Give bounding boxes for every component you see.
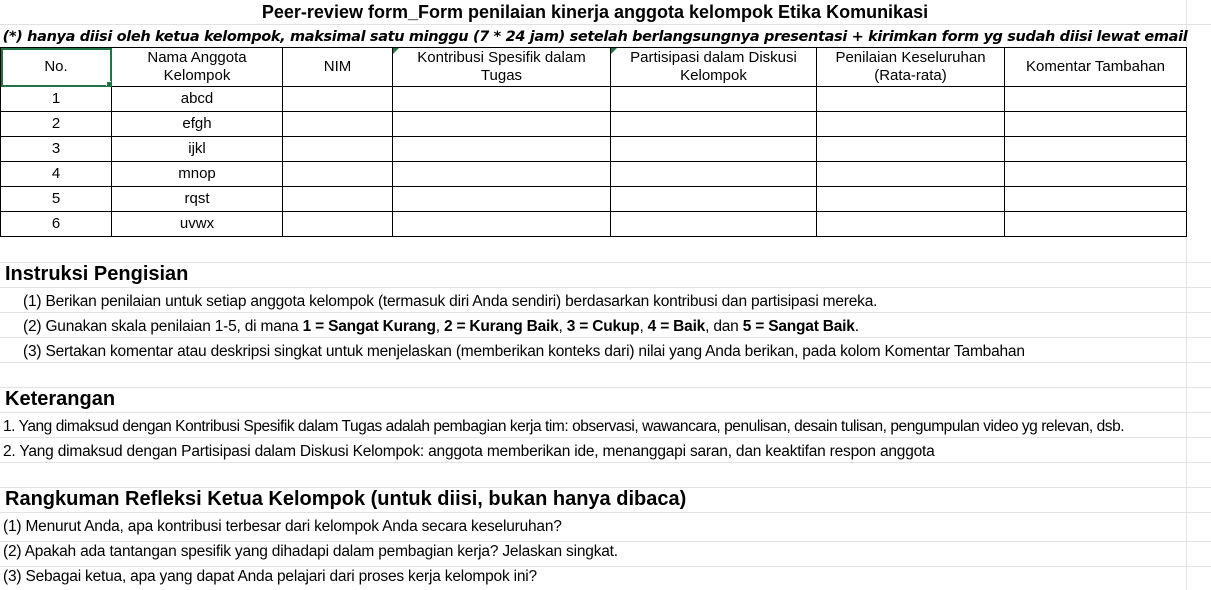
- rangkuman-question-1[interactable]: (1) Menurut Anda, apa kontribusi terbesar dari kelompok Anda secara keseluruhan?: [3, 518, 562, 535]
- row-penilaian-cell[interactable]: [817, 187, 1005, 212]
- scale-sep: ,: [558, 318, 567, 335]
- keterangan-heading[interactable]: Keterangan: [5, 388, 116, 410]
- header-nama-line2: Kelompok: [163, 67, 231, 84]
- rangkuman-question-3[interactable]: (3) Sebagai ketua, apa yang dapat Anda pelajari dari proses kerja kelompok ini?: [3, 568, 537, 585]
- form-subtitle[interactable]: (*) hanya diisi oleh ketua kelompok, maksimal satu minggu (7 * 24 jam) setelah berlangsungnya presentasi + kirimkan form yg sudah diisi lewat email: [2, 29, 1188, 45]
- header-nama-line1: Nama Anggota: [147, 49, 247, 66]
- row-nama-cell[interactable]: rqst: [112, 187, 283, 212]
- row-no-cell[interactable]: 3: [1, 137, 112, 162]
- row-penilaian-cell[interactable]: [817, 112, 1005, 137]
- instruksi-heading[interactable]: Instruksi Pengisian: [5, 263, 189, 285]
- row-partisipasi-cell[interactable]: [611, 212, 817, 237]
- header-komentar-cell[interactable]: [1005, 48, 1187, 87]
- header-penilaian-line1: Penilaian Keseluruhan: [835, 49, 986, 66]
- row-nim-cell[interactable]: [283, 212, 393, 237]
- row-komentar-cell[interactable]: [1005, 137, 1187, 162]
- row-komentar-cell[interactable]: [1005, 212, 1187, 237]
- sheet-gridline: [0, 412, 1211, 413]
- header-nim: NIM: [323, 58, 352, 75]
- keterangan-line-2[interactable]: 2. Yang dimaksud dengan Partisipasi dalam Diskusi Kelompok: anggota memberikan ide, menanggapi saran, dan keaktifan respon anggota: [3, 443, 935, 460]
- row-kontribusi-cell[interactable]: [393, 162, 611, 187]
- header-no-cell[interactable]: [1, 48, 112, 87]
- header-penilaian-cell[interactable]: [817, 48, 1005, 87]
- header-penilaian-line2: (Rata-rata): [874, 67, 947, 84]
- scale-3: 3 = Cukup: [566, 318, 640, 335]
- row-nim-cell[interactable]: [283, 112, 393, 137]
- header-partisipasi-line1: Partisipasi dalam Diskusi: [630, 49, 797, 66]
- row-partisipasi-cell[interactable]: [611, 137, 817, 162]
- row-penilaian-cell[interactable]: [817, 137, 1005, 162]
- comment-indicator-icon: [393, 48, 399, 54]
- row-penilaian-cell[interactable]: [817, 212, 1005, 237]
- header-partisipasi-line2: Kelompok: [680, 67, 747, 84]
- row-nama-cell[interactable]: ijkl: [112, 137, 283, 162]
- scale-5: 5 = Sangat Baik: [742, 318, 855, 335]
- scale-sep: ,: [435, 318, 444, 335]
- row-penilaian-cell[interactable]: [817, 162, 1005, 187]
- row-nim-cell[interactable]: [283, 162, 393, 187]
- row-nim-cell[interactable]: [283, 187, 393, 212]
- row-partisipasi-cell[interactable]: [611, 162, 817, 187]
- row-nim-cell[interactable]: [283, 137, 393, 162]
- table-row: [1, 137, 1187, 162]
- header-komentar: Komentar Tambahan: [1026, 58, 1165, 75]
- row-no-cell[interactable]: 6: [1, 212, 112, 237]
- instruksi-line-3[interactable]: (3) Sertakan komentar atau deskripsi singkat untuk menjelaskan (memberikan konteks dari) nilai yang Anda berikan, pada kolom Komentar Tambahan: [23, 343, 1025, 360]
- row-partisipasi-cell[interactable]: [611, 112, 817, 137]
- peer-review-table: [0, 47, 1187, 237]
- table-row: [1, 212, 1187, 237]
- table-row: [1, 162, 1187, 187]
- row-penilaian-cell[interactable]: [817, 87, 1005, 112]
- scale-1: 1 = Sangat Kurang: [302, 318, 436, 335]
- row-no-cell[interactable]: 5: [1, 187, 112, 212]
- rangkuman-heading[interactable]: Rangkuman Refleksi Ketua Kelompok (untuk diisi, bukan hanya dibaca): [5, 488, 687, 510]
- sheet-gridline: [0, 387, 1211, 388]
- instruksi-line-2[interactable]: [23, 315, 859, 339]
- header-kontribusi-line2: Tugas: [480, 67, 523, 84]
- table-header-row: [1, 48, 1187, 87]
- comment-indicator-icon: [611, 48, 617, 54]
- instruksi-line-2-suffix: .: [854, 318, 859, 335]
- header-partisipasi-cell[interactable]: [611, 48, 817, 87]
- header-kontribusi-cell[interactable]: [393, 48, 611, 87]
- row-komentar-cell[interactable]: [1005, 112, 1187, 137]
- row-nama-cell[interactable]: uvwx: [112, 212, 283, 237]
- instruksi-line-1[interactable]: (1) Berikan penilaian untuk setiap anggota kelompok (termasuk diri Anda sendiri) berdasarkan kontribusi dan partisipasi mereka.: [23, 293, 878, 310]
- header-kontribusi-line1: Kontribusi Spesifik dalam: [417, 49, 586, 66]
- fill-handle[interactable]: [106, 81, 112, 87]
- row-komentar-cell[interactable]: [1005, 187, 1187, 212]
- row-no-cell[interactable]: 4: [1, 162, 112, 187]
- instruksi-line-2-prefix: (2) Gunakan skala penilaian 1-5, di mana: [23, 318, 303, 335]
- row-nim-cell[interactable]: [283, 87, 393, 112]
- table-row: [1, 87, 1187, 112]
- row-partisipasi-cell[interactable]: [611, 87, 817, 112]
- row-no-cell[interactable]: 1: [1, 87, 112, 112]
- row-komentar-cell[interactable]: [1005, 87, 1187, 112]
- row-komentar-cell[interactable]: [1005, 162, 1187, 187]
- row-kontribusi-cell[interactable]: [393, 212, 611, 237]
- form-title[interactable]: Peer-review form_Form penilaian kinerja anggota kelompok Etika Komunikasi: [261, 2, 929, 22]
- row-partisipasi-cell[interactable]: [611, 187, 817, 212]
- scale-2: 2 = Kurang Baik: [443, 318, 559, 335]
- row-kontribusi-cell[interactable]: [393, 187, 611, 212]
- header-nim-cell[interactable]: [283, 48, 393, 87]
- header-nama-cell[interactable]: [112, 48, 283, 87]
- table-row: [1, 187, 1187, 212]
- row-nama-cell[interactable]: efgh: [112, 112, 283, 137]
- row-no-cell[interactable]: 2: [1, 112, 112, 137]
- scale-4: 4 = Baik: [647, 318, 706, 335]
- row-kontribusi-cell[interactable]: [393, 112, 611, 137]
- row-kontribusi-cell[interactable]: [393, 137, 611, 162]
- rangkuman-question-2[interactable]: (2) Apakah ada tantangan spesifik yang dihadapi dalam pembagian kerja? Jelaskan singkat.: [3, 543, 618, 560]
- row-kontribusi-cell[interactable]: [393, 87, 611, 112]
- row-nama-cell[interactable]: abcd: [112, 87, 283, 112]
- sheet-gridline: [0, 512, 1211, 513]
- row-nama-cell[interactable]: mnop: [112, 162, 283, 187]
- sheet-gridline: [0, 287, 1211, 288]
- scale-sep: , dan: [705, 318, 743, 335]
- keterangan-line-1[interactable]: 1. Yang dimaksud dengan Kontribusi Spesifik dalam Tugas adalah pembagian kerja tim: observasi, wawancara, penulisan, desain tulisan, pengumpulan video yg relevan, dsb.: [3, 418, 1125, 435]
- scale-sep: ,: [639, 318, 648, 335]
- header-no: No.: [44, 58, 68, 75]
- table-row: [1, 112, 1187, 137]
